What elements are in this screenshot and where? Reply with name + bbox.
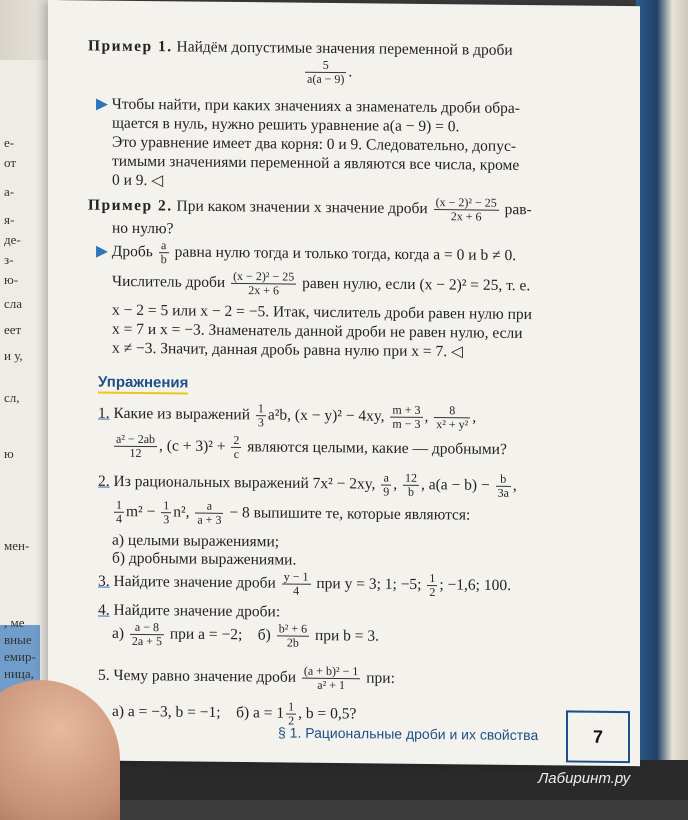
left-fragment: от bbox=[4, 155, 17, 170]
left-fragment: еет bbox=[4, 322, 22, 337]
left-fragment: вные bbox=[4, 632, 32, 647]
example-2-solution-line: Числитель дроби $\frac{\text{(x − 2)² − 25}}{2x + 6}$ равен нулю, если (x − 2)² = 25, т. е. bbox=[112, 268, 531, 298]
left-fragment: и у, bbox=[4, 348, 23, 363]
textbook-page bbox=[48, 0, 640, 766]
example-text: При каком значении x значение дроби bbox=[176, 197, 428, 218]
left-fragment: мен- bbox=[4, 538, 30, 553]
example-2-solution-line: x − 2 = 5 или x − 2 = −5. Итак, числитель дроби равен нулю при bbox=[112, 301, 532, 324]
exercise-number: 1. bbox=[98, 404, 110, 422]
exercise-2-option-b: б) дробными выражениями. bbox=[112, 549, 297, 569]
page-number: 7 bbox=[566, 710, 630, 763]
left-fragment: з- bbox=[4, 252, 14, 267]
example-1-solution-line: щается в нуль, нужно решить уравнение a(a − 9) = 0. bbox=[112, 114, 460, 136]
exercise-2-option-a: а) целыми выражениями; bbox=[112, 531, 280, 551]
left-fragment: а- bbox=[4, 184, 15, 199]
solution-arrow-icon: ▶ bbox=[96, 242, 108, 260]
example-text: Найдём допустимые значения переменной в дроби bbox=[176, 38, 513, 59]
left-fragment: ю bbox=[4, 446, 14, 461]
running-footer: § 1. Рациональные дроби и их свойства bbox=[278, 724, 539, 744]
exercise-2: 2. Из рациональных выражений 7x² − 2xy, $\frac{a}{9}$ , $\frac{12}{b}$ , a(a − b) − $\frac{b}{3a}$ , bbox=[98, 470, 517, 501]
example-1-fraction: $\frac{5}{a(a - 9)}$ . bbox=[307, 57, 353, 87]
exercise-4-parts: а) $\frac{a - 8}{2a + 5}$ при a = −2; б) $\frac{\text{b² + 6}}{2b}$ при b = 3. bbox=[112, 619, 380, 650]
left-fragment: ница, bbox=[4, 666, 34, 681]
example-2-solution-line: ▶ Дробь $\frac{a}{b}$ равна нулю тогда и только тогда, когда a = 0 и b ≠ 0. bbox=[96, 238, 517, 267]
book-edge-right bbox=[636, 0, 688, 800]
exercise-1: 1. Какие из выражений $\frac{1}{3}$ a²b, (x − y)² − 4xy, $\frac{m + 3}{m - 3}$ , $\frac{8}{\text{x² + y²}}$ , bbox=[98, 401, 477, 432]
exercise-3: 3. Найдите значение дроби $\frac{y - 1}{4}$ при y = 3; 1; −5; $\frac{1}{2}$ ; −1,6; 100. bbox=[98, 569, 511, 600]
example-2-solution-line: x ≠ −3. Значит, данная дробь равна нулю при x = 7. ◁ bbox=[112, 339, 463, 361]
example-2-heading: Пример 2. При каком значении x значение дроби $\frac{\text{(x − 2)² − 25}}{2x + 6}$ рав- bbox=[88, 195, 532, 224]
left-fragment: де- bbox=[4, 232, 21, 247]
exercise-1-cont: $\frac{\text{a² − 2ab}}{12}$ , (c + 3)² + $\frac{2}{c}$ являются целыми, какие — дробными? bbox=[116, 431, 507, 462]
section-title: Упражнения bbox=[98, 374, 188, 395]
example-1-solution-line: ▶ Чтобы найти, при каких значениях a знаменатель дроби обра- bbox=[96, 95, 520, 117]
previous-page-edge bbox=[0, 60, 52, 760]
exercise-number: 2. bbox=[98, 472, 110, 490]
left-fragment: сла bbox=[4, 296, 23, 311]
example-label: Пример 2. bbox=[88, 196, 173, 215]
exercise-number: 3. bbox=[98, 572, 110, 590]
exercise-4: 4. Найдите значение дроби: bbox=[98, 601, 281, 621]
solution-arrow-icon: ▶ bbox=[96, 95, 108, 113]
example-1-solution-line: Это уравнение имеет два корня: 0 и 9. Следовательно, допус- bbox=[112, 133, 517, 155]
example-1-solution-line: тимыми значениями переменной a являются все числа, кроме bbox=[112, 152, 520, 174]
watermark: Лабиринт.ру bbox=[538, 770, 631, 787]
example-2-solution-line: x = 7 и x = −3. Знаменатель данной дроби не равен нулю, если bbox=[112, 320, 523, 342]
left-fragment: ю- bbox=[4, 272, 19, 287]
left-fragment: емир- bbox=[4, 649, 36, 664]
example-2-line: но нулю? bbox=[112, 219, 174, 238]
exercise-5-parts: а) a = −3, b = −1; б) a = 1 $\frac{1}{2}$ , b = 0,5? bbox=[112, 699, 357, 728]
fraction-numerator: (x − 2)² − 25 bbox=[435, 195, 497, 210]
exercise-5: 5. Чему равно значение дроби $\frac{\text{(a + b)² − 1}}{\text{a² + 1}}$ при: bbox=[98, 663, 395, 693]
exercise-2-cont: $\frac{1}{4}$ m² − $\frac{1}{3}$ n², $\frac{a}{a + 3}$ − 8 выпишите те, которые являются: bbox=[116, 497, 471, 528]
fraction-numerator: 5 bbox=[305, 59, 346, 74]
fraction-denominator: a(a − 9) bbox=[307, 71, 345, 87]
example-1-heading bbox=[88, 36, 513, 60]
left-fragment: е- bbox=[4, 135, 15, 150]
left-fragment: , ме bbox=[4, 615, 25, 630]
exercise-number: 4. bbox=[98, 601, 110, 619]
left-fragment: сл, bbox=[4, 390, 20, 405]
example-label: Пример 1. bbox=[88, 37, 173, 56]
left-fragment: я- bbox=[4, 212, 15, 227]
fraction-denominator: 2x + 6 bbox=[450, 209, 482, 224]
exercise-number: 5. bbox=[98, 666, 110, 684]
example-1-solution-line: 0 и 9. ◁ bbox=[112, 171, 164, 190]
